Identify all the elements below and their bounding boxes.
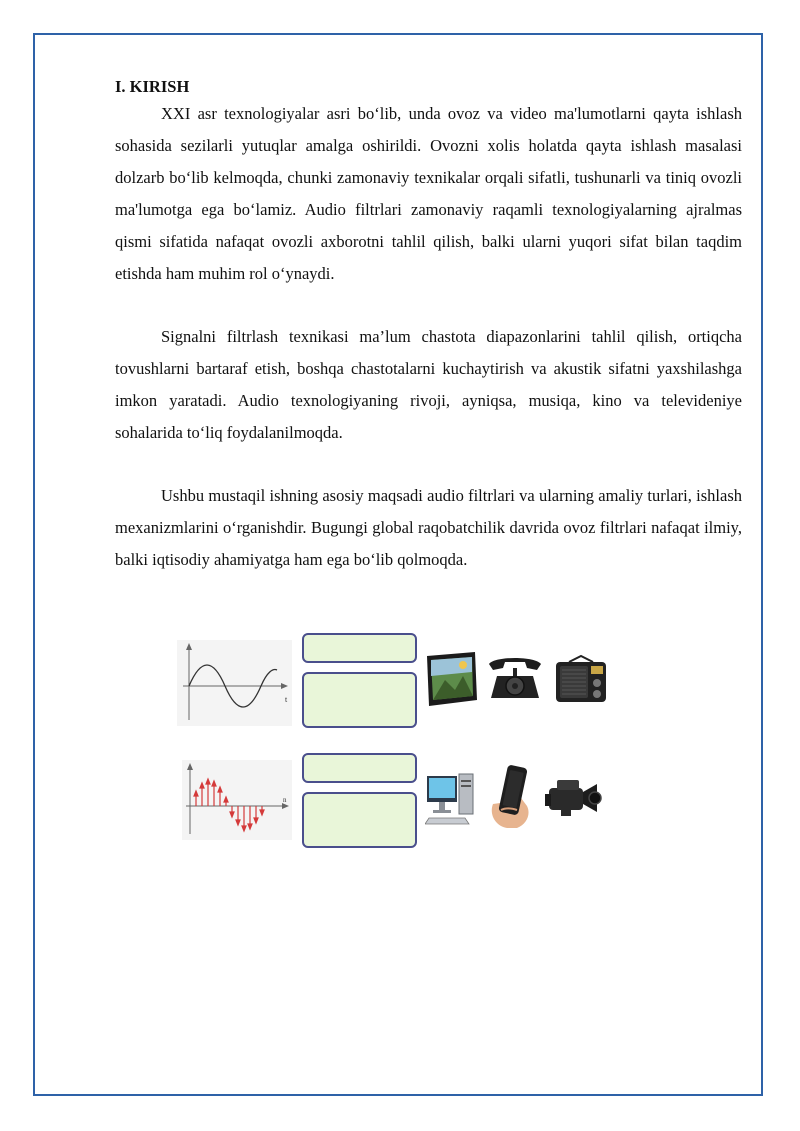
paragraph-2: Signalni filtrlash texnikasi ma’lum chastota diapazonlarini tahlil qilish, ortiqcha tovushlarni bartaraf etish, boshqa chastotalarni kuchaytirish va akustik sifatni yaxshilashga imkon yaratadi. Audio texnologiyaning rivoji, ayniqsa, musiqa, kino va televideniye sohalarida to‘liq foydalanilmoqda. [115, 327, 742, 442]
signal-figure [177, 630, 617, 880]
digital-description-box [302, 792, 417, 848]
video-camera-icon [545, 770, 603, 820]
telephone-icon [485, 654, 545, 702]
digital-signal-graph [182, 760, 292, 840]
analog-axis-label: t [285, 695, 288, 704]
analog-signal-graph [177, 640, 292, 726]
smartphone-icon [487, 764, 535, 830]
document-body [115, 76, 742, 576]
digital-axis-label: n [283, 796, 287, 804]
paragraph-1: XXI asr texnologiyalar asri bo‘lib, unda ovoz va video ma'lumotlarni qayta ishlash sohasida sezilarli yutuqlar amalga oshirildi. Ovozni xolis holatda qayta ishlash masalasi dolzarb bo‘lib kelmoqda, chunki zamonaviy texnikalar orqali sifatli, tushunarli va tiniq ovozli ma'lumotga ega bo‘lamiz. Audio filtrlari zamonaviy raqamli texnologiyalarning ajralmas qismi sifatida nafaqat ovozli axborotni tahlil qilish, balki ularni yuqori sifat bilan taqdim etishda ham muhim rol o‘ynaydi. [115, 104, 742, 283]
tv-icon [425, 650, 479, 708]
section-heading: I. KIRISH [115, 77, 190, 96]
radio-icon [553, 654, 609, 704]
desktop-computer-icon [425, 770, 477, 828]
paragraph-3: Ushbu mustaqil ishning asosiy maqsadi audio filtrlari va ularning amaliy turlari, ishlash mexanizmlarini o‘rganishdir. Bugungi global raqobatchilik davrida ovoz filtrlari nafaqat ilmiy, balki iqtisodiy ahamiyatga ham ega bo‘lib qolmoqda. [115, 486, 742, 569]
analog-description-box [302, 672, 417, 728]
analog-label-box [302, 633, 417, 663]
digital-label-box [302, 753, 417, 783]
